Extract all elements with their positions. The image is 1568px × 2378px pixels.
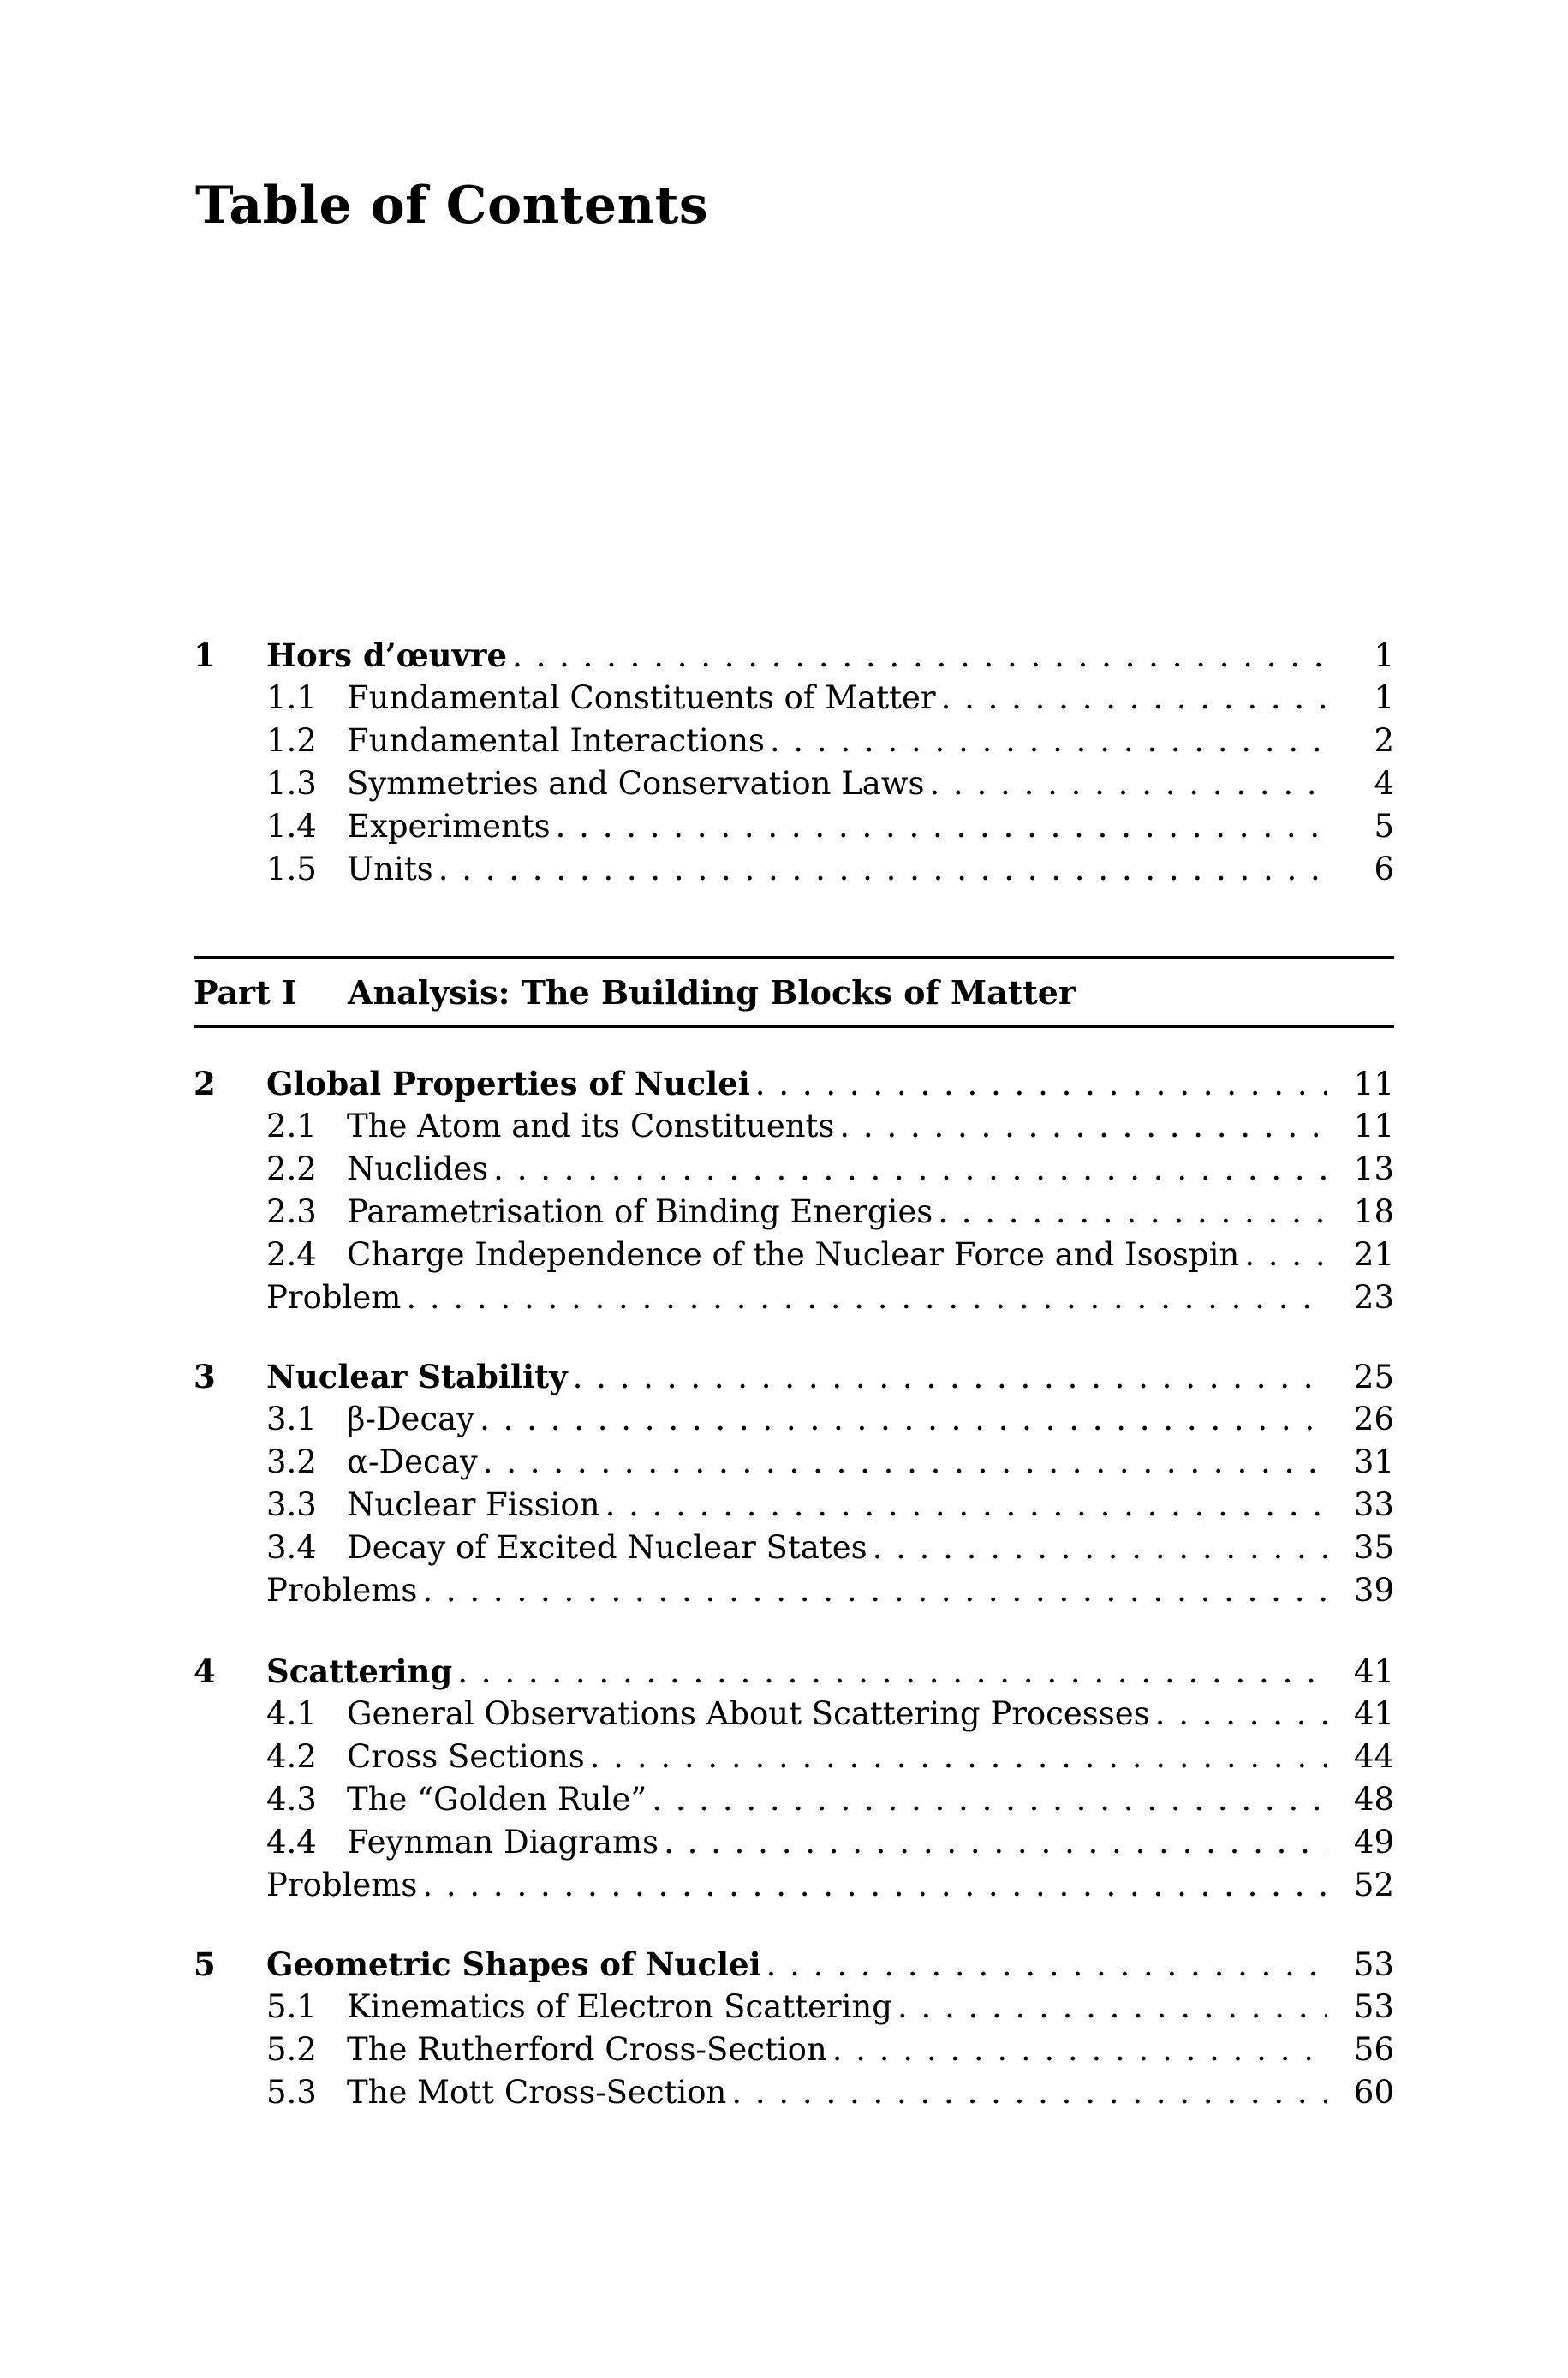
section-number: 5.3 bbox=[266, 2074, 317, 2111]
page-number: 41 bbox=[1353, 1653, 1394, 1690]
toc-section-entry[interactable] bbox=[194, 1105, 1394, 1148]
chapter-title: Global Properties of Nuclei bbox=[266, 1065, 750, 1102]
toc-problems-entry[interactable] bbox=[194, 1569, 1394, 1612]
toc-section-entry[interactable] bbox=[194, 1986, 1394, 2028]
dot-leader bbox=[731, 2071, 1327, 2114]
chapter-title: Geometric Shapes of Nuclei bbox=[266, 1945, 761, 1983]
section-title: The Mott Cross-Section bbox=[347, 2074, 727, 2111]
dot-leader bbox=[755, 1063, 1327, 1106]
dot-leader bbox=[480, 1398, 1327, 1441]
dot-leader bbox=[941, 677, 1327, 720]
page-number: 6 bbox=[1374, 851, 1394, 887]
page-number: 41 bbox=[1353, 1695, 1394, 1732]
section-title: General Observations About Scattering Processes bbox=[347, 1695, 1150, 1732]
page-number: 11 bbox=[1353, 1066, 1394, 1102]
page-number: 5 bbox=[1374, 808, 1394, 845]
part-rule-bottom bbox=[194, 1025, 1394, 1028]
toc-chapter-entry[interactable] bbox=[194, 1062, 1394, 1105]
toc-section-entry[interactable] bbox=[194, 762, 1394, 805]
section-title: The Rutherford Cross-Section bbox=[347, 2031, 827, 2068]
section-number: 3.2 bbox=[266, 1443, 317, 1480]
dot-leader bbox=[605, 1484, 1327, 1527]
dot-leader bbox=[766, 1944, 1327, 1987]
section-title: Experiments bbox=[347, 808, 551, 845]
dot-leader bbox=[422, 1864, 1327, 1907]
section-title: The “Golden Rule” bbox=[347, 1781, 647, 1818]
section-title: Kinematics of Electron Scattering bbox=[347, 1988, 892, 2025]
chapter-number: 2 bbox=[194, 1065, 216, 1102]
page-number: 1 bbox=[1374, 637, 1394, 674]
toc-section-entry[interactable] bbox=[194, 2028, 1394, 2071]
toc-section-entry[interactable] bbox=[194, 1191, 1394, 1234]
section-title: Units bbox=[347, 851, 433, 887]
dot-leader bbox=[573, 1356, 1327, 1399]
toc-section-entry[interactable] bbox=[194, 720, 1394, 762]
section-number: 4.2 bbox=[266, 1738, 317, 1775]
section-number: 3.3 bbox=[266, 1486, 317, 1523]
page-title: Table of Contents bbox=[195, 176, 709, 236]
toc-chapter-entry[interactable] bbox=[194, 1650, 1394, 1693]
section-number: 2.1 bbox=[266, 1108, 317, 1144]
dot-leader bbox=[839, 1105, 1327, 1148]
dot-leader bbox=[770, 720, 1327, 762]
toc-section-entry[interactable] bbox=[194, 1821, 1394, 1864]
dot-leader bbox=[483, 1441, 1327, 1484]
dot-leader bbox=[938, 1191, 1327, 1234]
section-title: Cross Sections bbox=[347, 1738, 585, 1775]
page-number: 23 bbox=[1353, 1279, 1394, 1316]
section-number: 1.1 bbox=[266, 679, 317, 716]
page-number: 52 bbox=[1353, 1867, 1394, 1903]
dot-leader bbox=[406, 1276, 1327, 1319]
chapter-number: 4 bbox=[194, 1652, 216, 1690]
toc-section-entry[interactable] bbox=[194, 2071, 1394, 2114]
toc-section-entry[interactable] bbox=[194, 1693, 1394, 1736]
dot-leader bbox=[1155, 1693, 1327, 1736]
section-number: 4.4 bbox=[266, 1824, 317, 1861]
chapter-title: Nuclear Stability bbox=[266, 1358, 568, 1395]
section-title: Decay of Excited Nuclear States bbox=[347, 1529, 867, 1566]
page-number: 60 bbox=[1353, 2074, 1394, 2111]
section-title: Parametrisation of Binding Energies bbox=[347, 1193, 933, 1230]
page-number: 49 bbox=[1353, 1824, 1394, 1861]
page-number: 18 bbox=[1353, 1193, 1394, 1230]
dot-leader bbox=[897, 1986, 1327, 2028]
section-number: 5.2 bbox=[266, 2031, 317, 2068]
dot-leader bbox=[652, 1778, 1327, 1821]
page-number: 13 bbox=[1353, 1150, 1394, 1187]
toc-section-entry[interactable] bbox=[194, 1736, 1394, 1778]
section-number: 1.4 bbox=[266, 808, 317, 845]
toc-section-entry[interactable] bbox=[194, 805, 1394, 848]
page-number: 33 bbox=[1353, 1486, 1394, 1523]
toc-section-entry[interactable] bbox=[194, 1234, 1394, 1276]
page-number: 25 bbox=[1353, 1359, 1394, 1395]
section-number: 1.5 bbox=[266, 851, 317, 887]
section-number: 4.1 bbox=[266, 1695, 317, 1732]
toc-section-entry[interactable] bbox=[194, 1778, 1394, 1821]
problems-title: Problems bbox=[266, 1572, 418, 1609]
section-number: 4.3 bbox=[266, 1781, 317, 1818]
page-number: 56 bbox=[1353, 2031, 1394, 2068]
toc-section-entry[interactable] bbox=[194, 677, 1394, 720]
page-number: 39 bbox=[1353, 1572, 1394, 1609]
dot-leader bbox=[590, 1736, 1327, 1778]
toc-chapter-entry[interactable] bbox=[194, 1943, 1394, 1986]
section-number: 3.1 bbox=[266, 1401, 317, 1437]
section-title: Nuclear Fission bbox=[347, 1486, 600, 1523]
section-number: 2.3 bbox=[266, 1193, 317, 1230]
dot-leader bbox=[512, 635, 1327, 678]
toc-section-entry[interactable] bbox=[194, 1441, 1394, 1484]
dot-leader bbox=[556, 805, 1327, 848]
dot-leader bbox=[832, 2028, 1327, 2071]
section-number: 2.4 bbox=[266, 1236, 317, 1273]
section-title: The Atom and its Constituents bbox=[347, 1108, 835, 1144]
page-number: 35 bbox=[1353, 1529, 1394, 1566]
section-title: Charge Independence of the Nuclear Force and Isospin bbox=[347, 1236, 1240, 1273]
page-number: 26 bbox=[1353, 1401, 1394, 1437]
dot-leader bbox=[422, 1569, 1327, 1612]
chapter-title: Hors d’œuvre bbox=[266, 636, 508, 674]
part-title: Analysis: The Building Blocks of Matter bbox=[348, 972, 1076, 1012]
toc-problems-entry[interactable] bbox=[194, 1864, 1394, 1907]
section-title: Fundamental Interactions bbox=[347, 722, 765, 759]
dot-leader bbox=[1244, 1234, 1327, 1276]
page-number: 21 bbox=[1353, 1236, 1394, 1273]
section-title: Feynman Diagrams bbox=[347, 1824, 659, 1861]
section-number: 2.2 bbox=[266, 1150, 317, 1187]
section-number: 1.3 bbox=[266, 765, 317, 802]
dot-leader bbox=[457, 1651, 1327, 1694]
section-title: Symmetries and Conservation Laws bbox=[347, 765, 925, 802]
chapter-number: 3 bbox=[194, 1358, 216, 1395]
toc-section-entry[interactable] bbox=[194, 848, 1394, 891]
page-number: 53 bbox=[1353, 1946, 1394, 1983]
page-number: 48 bbox=[1353, 1781, 1394, 1818]
page-number: 31 bbox=[1353, 1443, 1394, 1480]
toc-section-entry[interactable] bbox=[194, 1527, 1394, 1569]
chapter-number: 1 bbox=[194, 636, 216, 674]
dot-leader bbox=[664, 1821, 1327, 1864]
section-number: 3.4 bbox=[266, 1529, 317, 1566]
section-title: α-Decay bbox=[347, 1443, 478, 1480]
dot-leader bbox=[438, 848, 1327, 891]
chapter-title: Scattering bbox=[266, 1652, 453, 1690]
toc-problems-entry[interactable] bbox=[194, 1276, 1394, 1319]
chapter-number: 5 bbox=[194, 1945, 216, 1983]
section-title: Nuclides bbox=[347, 1150, 489, 1187]
dot-leader bbox=[493, 1148, 1327, 1191]
page-number: 4 bbox=[1374, 765, 1394, 802]
page-number: 11 bbox=[1353, 1108, 1394, 1144]
part-rule-top bbox=[194, 956, 1394, 959]
problems-title: Problem bbox=[266, 1279, 402, 1316]
page-number: 2 bbox=[1374, 722, 1394, 759]
dot-leader bbox=[930, 762, 1328, 805]
page-number: 53 bbox=[1353, 1988, 1394, 2025]
toc-chapter-entry[interactable] bbox=[194, 634, 1394, 677]
section-number: 5.1 bbox=[266, 1988, 317, 2025]
toc-section-entry[interactable] bbox=[194, 1484, 1394, 1527]
part-heading[interactable] bbox=[194, 966, 1394, 1018]
toc-chapter-entry[interactable] bbox=[194, 1355, 1394, 1398]
section-title: β-Decay bbox=[347, 1401, 475, 1437]
page-number: 44 bbox=[1353, 1738, 1394, 1775]
section-title: Fundamental Constituents of Matter bbox=[347, 679, 936, 716]
dot-leader bbox=[873, 1527, 1327, 1569]
toc-section-entry[interactable] bbox=[194, 1398, 1394, 1441]
toc-section-entry[interactable] bbox=[194, 1148, 1394, 1191]
page-number: 1 bbox=[1374, 679, 1394, 716]
part-label: Part I bbox=[194, 972, 297, 1012]
problems-title: Problems bbox=[266, 1867, 418, 1903]
section-number: 1.2 bbox=[266, 722, 317, 759]
